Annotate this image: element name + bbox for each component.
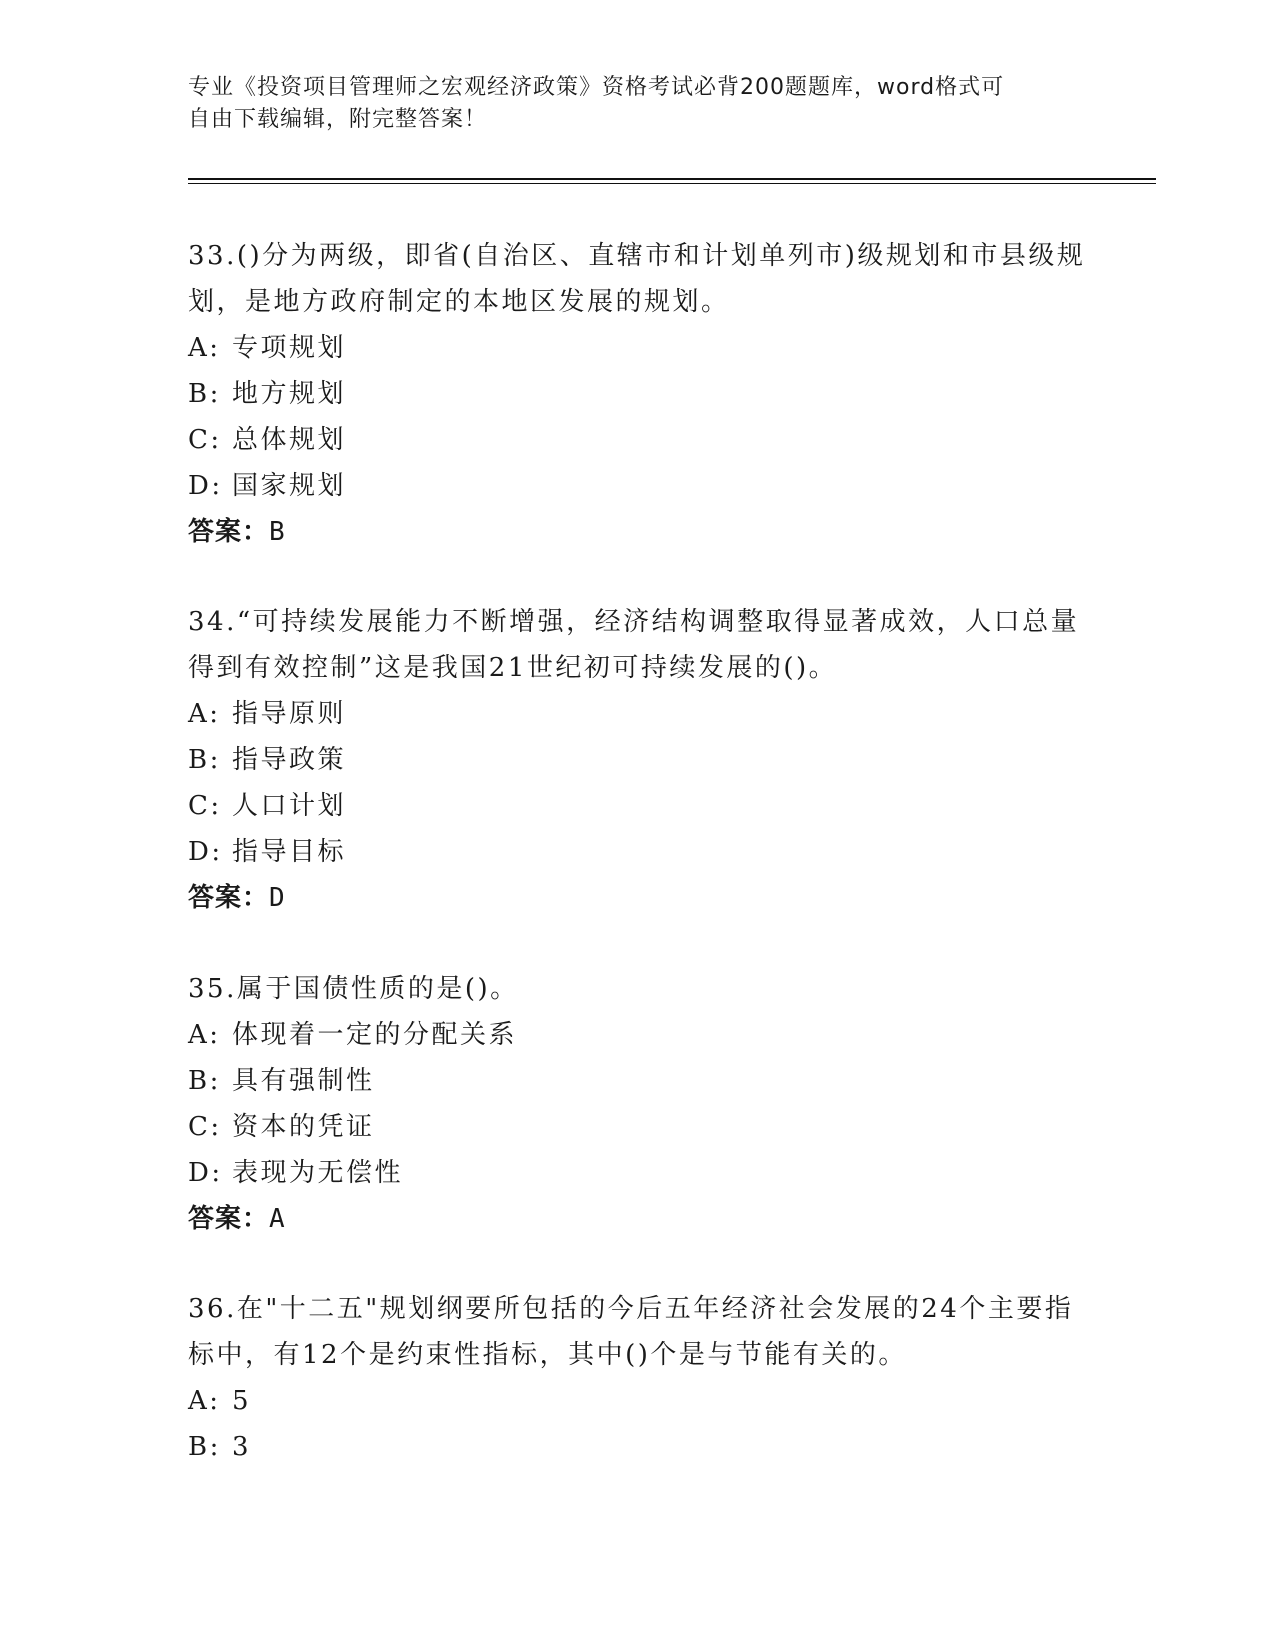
option-text: 国家规划 [232,471,347,501]
answer-line [188,509,1088,555]
option-text: 具有强制性 [232,1066,375,1096]
question-33 [188,233,1088,555]
question-36 [188,1286,1088,1470]
question-stem: 34.“可持续发展能力不断增强，经济结构调整取得显著成效，人口总量得到有效控制”这是我国21世纪初可持续发展的()。 [188,607,1080,683]
option-text: 5 [232,1386,252,1416]
option-text: 3 [232,1432,252,1462]
option-text: 地方规划 [232,379,347,409]
answer-value: B [269,517,286,547]
option-key: D: [188,837,223,867]
header-divider-thick [188,178,1156,180]
question-stem: 35.属于国债性质的是()。 [188,974,519,1004]
answer-value: D [269,883,286,913]
option-key: D: [188,1158,223,1188]
option-d [188,463,1088,509]
answer-label: 答案： [188,883,270,913]
option-text: 指导目标 [232,837,347,867]
option-c [188,1104,1088,1150]
question-35 [188,966,1088,1242]
option-text: 资本的凭证 [232,1112,375,1142]
option-text: 专项规划 [232,333,347,363]
option-text: 表现为无偿性 [232,1158,404,1188]
option-key: A: [188,699,221,729]
option-key: A: [188,333,221,363]
option-b [188,737,1088,783]
answer-label: 答案： [188,1204,270,1234]
option-key: C: [188,1112,222,1142]
option-key: C: [188,425,222,455]
option-text: 指导原则 [232,699,347,729]
option-a [188,691,1088,737]
header-line-1: 专业《投资项目管理师之宏观经济政策》资格考试必背200题题库，word格式可 [188,75,1005,100]
option-b [188,1424,1088,1470]
answer-line [188,875,1088,921]
option-a [188,1378,1088,1424]
option-text: 总体规划 [232,425,347,455]
option-b [188,1058,1088,1104]
answer-value: A [269,1204,286,1234]
question-stem: 33.()分为两级，即省(自治区、直辖市和计划单列市)级规划和市县级规划，是地方政府制定的本地区发展的规划。 [188,241,1086,317]
document-header [188,72,1068,136]
option-key: B: [188,379,221,409]
header-line-2: 自由下载编辑，附完整答案！ [188,107,488,132]
answer-line [188,1196,1088,1242]
answer-label: 答案： [188,517,270,547]
option-d [188,829,1088,875]
question-34 [188,599,1088,921]
option-key: B: [188,1066,221,1096]
option-text: 体现着一定的分配关系 [232,1020,518,1050]
option-a [188,1012,1088,1058]
option-key: A: [188,1020,221,1050]
option-key: D: [188,471,223,501]
option-key: A: [188,1386,221,1416]
option-b [188,371,1088,417]
option-key: B: [188,1432,221,1462]
option-text: 指导政策 [232,745,347,775]
header-divider-thin [188,183,1156,184]
option-d [188,1150,1088,1196]
option-c [188,783,1088,829]
option-c [188,417,1088,463]
option-a [188,325,1088,371]
option-key: B: [188,745,221,775]
question-stem: 36.在"十二五"规划纲要所包括的今后五年经济社会发展的24个主要指标中，有12个是约束性指标，其中()个是与节能有关的。 [188,1294,1074,1370]
option-text: 人口计划 [232,791,347,821]
option-key: C: [188,791,222,821]
